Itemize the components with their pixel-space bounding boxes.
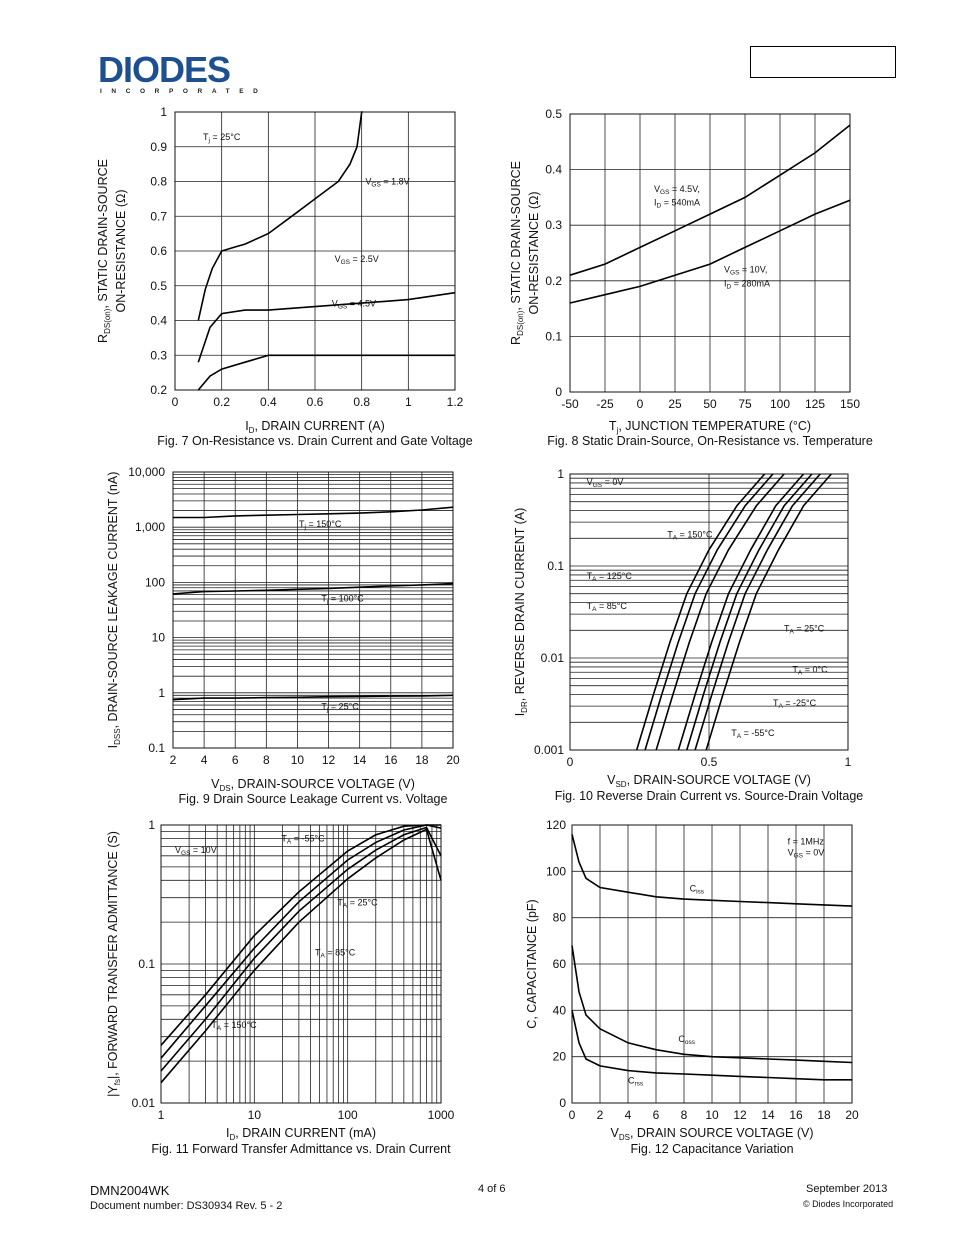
y-tick-label: 0.1 [148, 741, 165, 755]
x-tick-label: 0 [636, 397, 644, 411]
x-tick-label: 25 [668, 397, 682, 411]
x-tick-label: 100 [769, 397, 791, 411]
logo-subtext: INCORPORATED [100, 88, 268, 95]
annotation-label: $I_D = 540mA$ [654, 197, 700, 210]
x-axis-label: $T_j$, JUNCTION TEMPERATURE (°C) [608, 419, 812, 435]
y-tick-label: 120 [545, 818, 566, 832]
y-tick-label: 1 [160, 105, 167, 119]
y-tick-label: 1 [158, 685, 165, 700]
figure-caption: Fig. 12 Capacitance Variation [630, 1142, 794, 1156]
figure-caption: Fig. 8 Static Drain-Source, On-Resistance vs. Temperature [547, 434, 873, 448]
series-line [161, 829, 441, 1082]
y-tick-label: 0.1 [138, 957, 155, 971]
x-tick-label: 4 [200, 753, 208, 767]
y-tick-label: 0.4 [150, 313, 167, 328]
figure-caption: Fig. 7 On-Resistance vs. Drain Current and Gate Voltage [157, 434, 473, 448]
y-tick-label: 0.5 [545, 107, 562, 121]
y-tick-label: 0.3 [150, 348, 167, 363]
x-axis-label: $I_D$, DRAIN CURRENT (mA) [225, 1126, 377, 1142]
figure-caption: Fig. 9 Drain Source Leakage Current vs. Voltage [178, 792, 448, 806]
x-tick-label: 18 [415, 753, 429, 767]
x-tick-label: 20 [845, 1108, 859, 1122]
x-tick-label: -50 [561, 397, 579, 411]
x-tick-label: 1 [157, 1108, 165, 1122]
annotation-label: $I_D = 280mA$ [724, 278, 770, 291]
series-line [656, 474, 784, 750]
annotation-label: $V_{GS} = 0V$ [787, 847, 825, 860]
annotation-label: $T_A = 0^\circ C$ [792, 664, 828, 677]
y-tick-label: 0.01 [540, 651, 564, 665]
annotation-label: $T_j = 100^\circ C$ [321, 593, 364, 606]
x-tick-label: 0.8 [353, 395, 371, 409]
x-tick-label: 50 [703, 397, 717, 411]
x-tick-label: 2 [169, 753, 177, 767]
annotation-label: $V_{GS} = 4.5V$ [331, 298, 377, 311]
annotation-label: f = 1MHz [787, 836, 824, 847]
y-tick-label: 100 [144, 575, 165, 590]
annotation-label: $T_j = 25^\circ C$ [203, 131, 241, 144]
y-axis-label: $I_{DR}$, REVERSE DRAIN CURRENT (A) [513, 507, 529, 717]
footer-doc-number: Document number: DS30934 Rev. 5 - 2 [90, 1200, 283, 1212]
y-tick-label: 0.001 [533, 743, 564, 757]
x-axis-label: $V_{SD}$, DRAIN-SOURCE VOLTAGE (V) [607, 773, 811, 789]
x-tick-label: 1000 [427, 1108, 455, 1122]
y-tick-label: 0.5 [150, 278, 167, 293]
series-line [173, 695, 453, 699]
x-tick-label: 1 [844, 755, 852, 769]
y-tick-label: 0 [559, 1096, 566, 1110]
x-tick-label: 1 [404, 395, 412, 409]
footer-copyright: © Diodes Incorporated [803, 1199, 894, 1209]
x-tick-label: 16 [789, 1108, 803, 1122]
figure-caption: Fig. 11 Forward Transfer Admittance vs. Drain Current [151, 1142, 451, 1156]
x-tick-label: 0.5 [700, 755, 718, 769]
y-tick-label: 0 [555, 385, 562, 399]
x-tick-label: 75 [738, 397, 752, 411]
y-axis-label: $|Y_{fs}|$, FORWARD TRANSFER ADMITTANCE (S) [106, 831, 122, 1097]
x-tick-label: 1.2 [446, 395, 464, 409]
x-tick-label: 125 [804, 397, 826, 411]
series-line [695, 474, 820, 750]
series-line [161, 825, 441, 1045]
annotation-label: $T_A = 150^\circ C$ [667, 529, 713, 542]
annotation-label: $C_{rss}$ [628, 1075, 644, 1088]
fig12-chart [500, 815, 890, 1160]
x-tick-label: 150 [839, 397, 861, 411]
y-tick-label: 1 [557, 467, 564, 481]
annotation-label: $T_A = 150^\circ C$ [211, 1019, 257, 1032]
annotation-label: $C_{oss}$ [678, 1033, 696, 1046]
x-tick-label: -25 [596, 397, 614, 411]
fig9-chart [95, 460, 485, 810]
x-axis-label: $I_D$, DRAIN CURRENT (A) [245, 419, 385, 435]
x-tick-label: 0 [566, 755, 574, 769]
y-tick-label: 0.2 [150, 383, 167, 397]
footer-part: DMN2004WK [90, 1183, 170, 1198]
x-tick-label: 14 [761, 1108, 775, 1122]
x-tick-label: 8 [262, 753, 270, 767]
fig10-chart [500, 460, 890, 810]
annotation-label: $T_A = 85^\circ C$ [315, 947, 356, 960]
y-tick-label: 10,000 [128, 465, 165, 479]
x-axis-label: $V_{DS}$, DRAIN SOURCE VOLTAGE (V) [610, 1126, 814, 1142]
x-tick-label: 4 [624, 1108, 632, 1122]
x-tick-label: 8 [680, 1108, 688, 1122]
x-tick-label: 10 [290, 753, 305, 767]
x-tick-label: 0.2 [213, 395, 231, 409]
logo-text: DIODES [98, 49, 231, 90]
y-tick-label: 80 [552, 910, 566, 925]
x-tick-label: 0 [171, 395, 179, 409]
y-tick-label: 0.8 [150, 174, 167, 189]
annotation-label: $T_j = 25^\circ C$ [321, 701, 359, 714]
y-tick-label: 60 [552, 957, 566, 971]
x-tick-label: 16 [384, 753, 398, 767]
x-tick-label: 0.6 [306, 395, 324, 409]
y-tick-label: 0.4 [545, 162, 562, 177]
x-tick-label: 10 [247, 1108, 262, 1122]
fig11-chart [95, 815, 485, 1160]
annotation-label: $V_{GS} = 0V$ [586, 477, 624, 490]
part-number-box [750, 46, 896, 78]
x-tick-label: 18 [817, 1108, 831, 1122]
y-tick-label: 0.01 [131, 1096, 155, 1110]
annotation-label: $T_A = 125^\circ C$ [586, 570, 632, 583]
annotation-label: $T_A = -55^\circ C$ [731, 728, 775, 741]
annotation-label: $C_{iss}$ [689, 883, 705, 896]
footer-date: September 2013 [806, 1183, 888, 1195]
x-tick-label: 0.4 [259, 395, 277, 409]
y-tick-label: 40 [552, 1003, 566, 1018]
annotation-label: $V_{GS} = 2.5V$ [334, 254, 379, 267]
x-tick-label: 6 [652, 1108, 660, 1122]
y-axis-label-line2: ON-RESISTANCE (Ω) [527, 191, 541, 315]
annotation-label: $T_A = 85^\circ C$ [586, 601, 627, 614]
footer-page: 4 of 6 [478, 1183, 506, 1195]
x-tick-label: 14 [352, 753, 367, 767]
series-line [173, 507, 453, 517]
x-tick-label: 12 [321, 753, 336, 767]
annotation-label: $V_{GS} = 1.8V$ [365, 176, 410, 189]
series-line [706, 474, 831, 750]
y-tick-label: 20 [552, 1049, 566, 1064]
y-tick-label: 0.1 [547, 559, 564, 573]
y-axis-label-line2: ON-RESISTANCE (Ω) [114, 189, 128, 313]
annotation-label: $T_A = -55^\circ C$ [281, 833, 325, 846]
y-tick-label: 0.9 [150, 139, 167, 154]
fig8-chart [500, 100, 890, 460]
annotation-label: $T_A = 25^\circ C$ [784, 623, 825, 636]
x-tick-label: 100 [337, 1108, 358, 1122]
y-axis-label: $I_{DSS}$, DRAIN-SOURCE LEAKAGE CURRENT (nA) [106, 471, 122, 749]
annotation-label: $V_{GS} = 4.5V$, [654, 183, 700, 196]
fig7-chart [95, 100, 485, 460]
y-axis-label: C, CAPACITANCE (pF) [525, 899, 539, 1029]
y-tick-label: 1,000 [134, 520, 165, 535]
y-tick-label: 0.2 [545, 273, 562, 288]
figure-caption: Fig. 10 Reverse Drain Current vs. Source-Drain Voltage [554, 789, 864, 803]
annotation-label: $V_{GS} = 10V$ [175, 844, 217, 857]
x-tick-label: 10 [705, 1108, 719, 1122]
x-tick-label: 2 [596, 1108, 604, 1122]
y-tick-label: 0.1 [545, 329, 562, 344]
y-tick-label: 0.7 [150, 209, 167, 224]
annotation-label: $V_{GS} = 10V$, [724, 264, 768, 277]
x-tick-label: 12 [733, 1108, 747, 1122]
y-tick-label: 1 [148, 818, 155, 832]
x-axis-label: $V_{DS}$, DRAIN-SOURCE VOLTAGE (V) [211, 777, 415, 793]
x-tick-label: 6 [231, 753, 239, 767]
y-tick-label: 0.3 [545, 218, 562, 233]
series-line [198, 293, 455, 363]
y-tick-label: 100 [545, 864, 566, 879]
diodes-logo [98, 48, 273, 98]
x-tick-label: 20 [446, 753, 460, 767]
annotation-label: $T_A = 25^\circ C$ [337, 897, 378, 910]
x-tick-label: 0 [568, 1108, 576, 1122]
annotation-label: $T_A = -25^\circ C$ [772, 697, 817, 710]
series-line [198, 355, 455, 390]
y-axis-label: $R_{DS(on)}$, STATIC DRAIN-SOURCE [509, 161, 525, 345]
annotation-label: $T_j = 150^\circ C$ [299, 519, 342, 532]
y-tick-label: 10 [151, 630, 165, 645]
y-tick-label: 0.6 [150, 244, 167, 258]
y-axis-label: $R_{DS(on)}$, STATIC DRAIN-SOURCE [96, 159, 112, 343]
series-line [678, 474, 803, 750]
